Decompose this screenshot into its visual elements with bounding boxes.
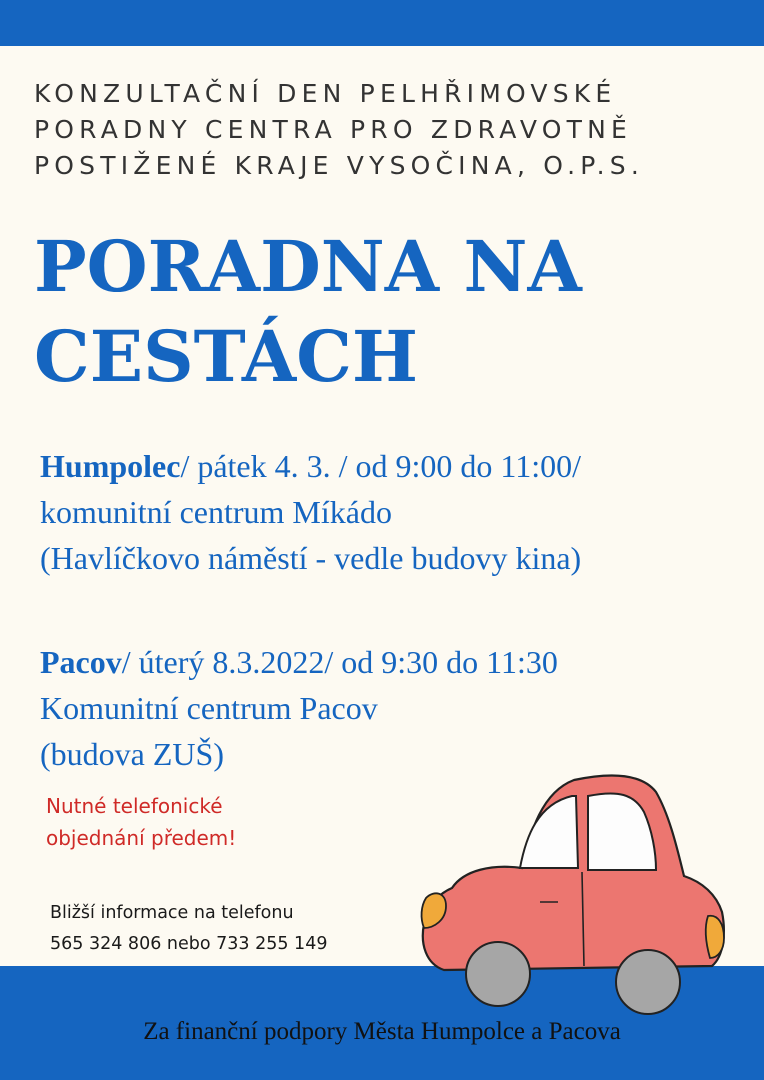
event-detail: (Havlíčkovo náměstí - vedle budovy kina) — [40, 540, 582, 576]
notice-line: objednání předem! — [46, 826, 237, 850]
car-wheel-front — [466, 942, 530, 1006]
title-line: PORADNA NA — [34, 225, 582, 308]
event-when: / úterý 8.3.2022/ od 9:30 do 11:30 — [121, 644, 558, 680]
subtitle-line: POSTIŽENÉ KRAJE VYSOČINA, O.P.S. — [34, 151, 645, 180]
event-town: Humpolec — [40, 448, 181, 484]
event-detail: (budova ZUŠ) — [40, 736, 224, 772]
title-line: CESTÁCH — [34, 315, 419, 398]
footer-text: Za finanční podpory Města Humpolce a Pacova — [143, 1018, 621, 1045]
subtitle-line: KONZULTAČNÍ DEN PELHŘIMOVSKÉ — [34, 79, 617, 108]
event-heading — [40, 443, 740, 489]
subtitle-line: PORADNY CENTRA PRO ZDRAVOTNĚ — [34, 115, 633, 144]
event-town: Pacov — [40, 644, 122, 680]
event-humpolec — [40, 443, 740, 581]
car-icon — [412, 760, 742, 1028]
top-bar — [0, 0, 764, 46]
notice-line: Nutné telefonické — [46, 794, 223, 818]
car-window-front — [520, 796, 578, 868]
organizer-subtitle — [34, 76, 754, 184]
contact-info — [50, 898, 410, 960]
event-place: komunitní centrum Míkádo — [40, 494, 392, 530]
booking-notice — [46, 790, 406, 854]
event-place: Komunitní centrum Pacov — [40, 690, 378, 726]
car-wheel-rear — [616, 950, 680, 1014]
event-when: / pátek 4. 3. / od 9:00 do 11:00/ — [180, 448, 581, 484]
event-heading — [40, 639, 740, 685]
page-title — [34, 222, 754, 402]
phone-numbers: 565 324 806 nebo 733 255 149 — [50, 934, 328, 954]
car-taillight — [706, 916, 724, 958]
event-pacov — [40, 639, 740, 777]
contact-label: Bližší informace na telefonu — [50, 903, 294, 923]
